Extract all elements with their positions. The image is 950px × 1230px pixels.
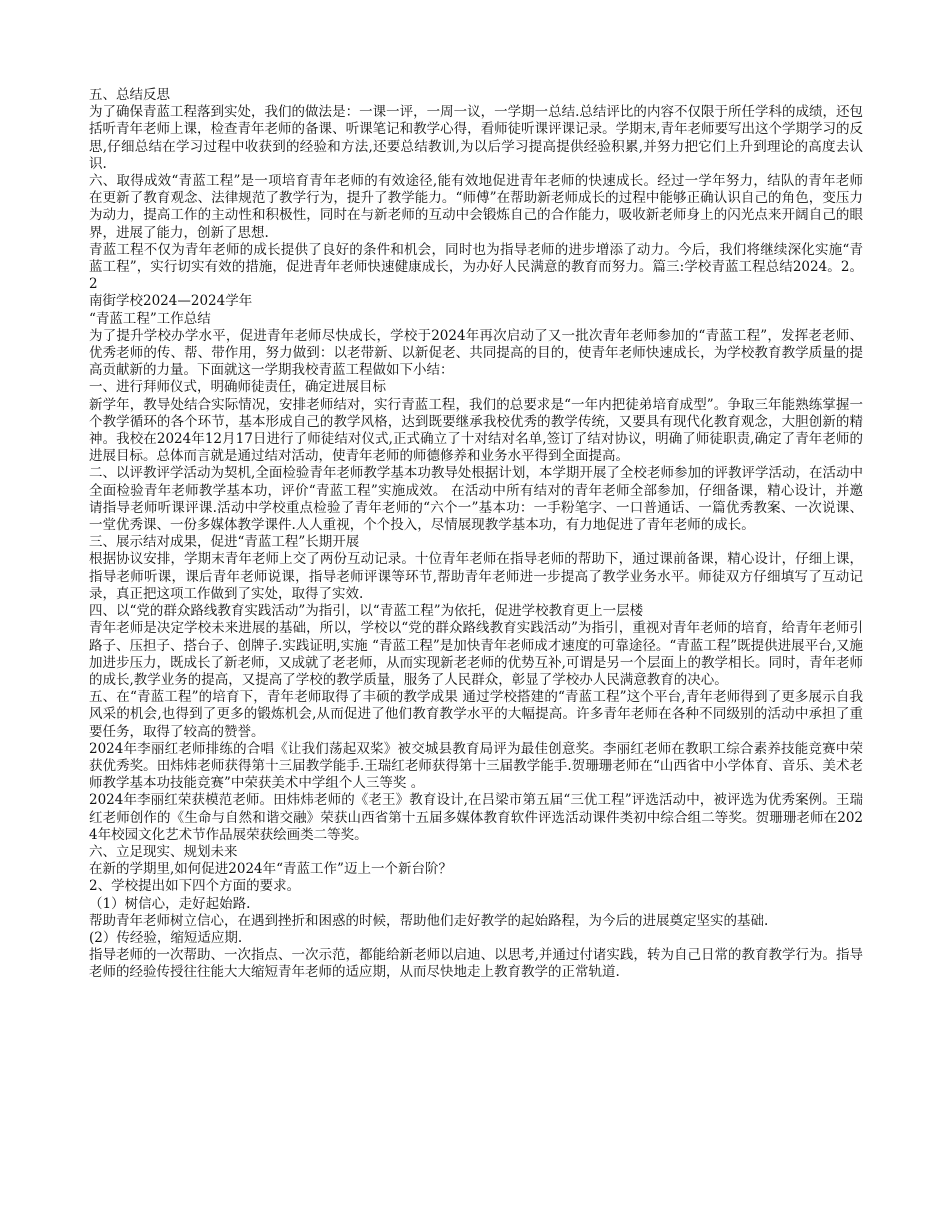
list-item-heading: (2）传经验，缩短适应期. [89,929,243,946]
section-heading-summary: 五、总结反思 [89,87,170,103]
paragraph: 五、在“青蓝工程”的培育下，青年老师取得了丰硕的教学成果 通过学校搭建的“青蓝工程”这个平台,青年老师得到了更多展示自我风采的机会,也得到了更多的锻炼机会,从而促进了他们教育教学水平的大幅提高。许多青年老师在各种不同级别的活动中承担了重要任务，取得了较高的赞誉。 [89,689,863,740]
paragraph: 2024年李丽红老师排练的合唱《让我们荡起双桨》被交城县教育局评为最佳创意奖。李丽红老师在教职工综合素养技能竞赛中荣获优秀奖。田炜炜老师获得第十三届教学能手.王瑞红老师获得第十三届教学能手.贺珊珊老师在“山西省中小学体育、音乐、美术老师教学基本功技能竞赛”中荣获美术中学组个人三等奖 。 [89,740,863,792]
paragraph: 六、取得成效“青蓝工程”是一项培育青年老师的有效途径,能有效地促进青年老师的快速成长。经过一学年努力，结队的青年老师在更新了教育观念、法律规范了教学行为，提升了教学能力。“师傅”在帮助新老师成长的过程中能够正确认识自己的角色，变压力为动力，提高工作的主动性和积极性，同时在与新老师的互动中会锻炼自己的合作能力，吸收新老师身上的闪光点来开阔自己的眼界，进展了能力，创新了思想. [89,173,863,241]
paragraph: 新学年，教导处结合实际情况，安排老师结对，实行青蓝工程，我们的总要求是“一年内把徒弟培育成型”。争取三年能熟练掌握一个教学循环的各个环节，基本形成自己的教学风格，达到既要继承我校优秀的教学传统，又要具有现代化教育观念，大胆创新的精神。我校在2024年12月17日进行了师徒结对仪式,正式确立了十对结对名单,签订了结对协议，明确了师徒职责,确定了青年老师的进展目标。总体而言就是通过结对活动，使青年老师的师德修养和业务水平得到全面提高。 [89,396,863,465]
paragraph: 二、以评教评学活动为契机,全面检验青年老师教学基本功教导处根据计划，本学期开展了全校老师参加的评教评学活动，在活动中全面检验青年老师教学基本功，评价“青蓝工程”实施成效。 在活动中所有结对的青年老师全部参加，仔细备课，精心设计，并邀请指导老师听课评课.活动中学校重点检验了青年老师的“六个一”基本功：一手粉笔字、一口普通话、一篇优秀教案、一次说课、一堂优秀课、一份多媒体教学课件.人人重视，个个投入，尽情展现教学基本功，有力地促进了青年老师的成长。 [89,465,863,534]
paragraph: 为了提升学校办学水平，促进青年老师尽快成长，学校于2024年再次启动了又一批次青年老师参加的“青蓝工程”，发挥老老师、优秀老师的传、帮、带作用，努力做到：以老带新、以新促老、共同提高的目的，使青年老师快速成长，为学校教育教学质量的提高贡献新的力量。下面就这一学期我校青蓝工程做如下小结： [89,327,863,379]
section-heading: 三、展示结对成果，促进“青蓝工程”长期开展 [89,534,360,551]
paragraph: 青年老师是决定学校未来进展的基础，所以，学校以“党的群众路线教育实践活动”为指引，重视对青年老师的培育，给青年老师引路子、压担子、搭台子、创牌子.实践证明,实施 “青蓝工程”是加快青年老师成才速度的可靠途径。“青蓝工程”既提供进展平台,又施加进步压力，既成长了新老师，又成就了老老师，从而实现新老老师的优势互补,可谓是另一个层面上的教学相长。同时，青年老师的成长,教学业务的提高，又提高了学校的教学质量，服务了人民群众，彰显了学校办人民满意教育的决心。 [89,620,863,688]
paragraph: 根据协议安排，学期末青年老师上交了两份互动记录。十位青年老师在指导老师的帮助下，通过课前备课，精心设计，仔细上课，指导老师听课，课后青年老师说课，指导老师评课等环节,帮助青年老师进一步提高了教学业务水平。师徒双方仔细填写了互动记录，真正把这项工作做到了实处，取得了实效. [89,551,863,602]
section-heading: 一、进行拜师仪式，明确师徒责任，确定进展目标 [89,379,386,396]
list-item-heading: （1）树信心，走好起始路. [89,895,251,912]
paragraph: 2024年李丽红荣获模范老师。田炜炜老师的《老王》教育设计,在吕梁市第五届“三优工程”评选活动中，被评选为优秀案例。王瑞红老师创作的《生命与自然和谐交融》荣获山西省第十五届多媒体教育软件评选活动课件类初中综合组二等奖。贺珊珊老师在2024年校园文化艺术节作品展荣获绘画类二等奖。 [89,792,863,843]
paragraph: 指导老师的一次帮助、一次指点、一次示范，都能给新老师以启迪、以思考,并通过付诸实践，转为自己日常的教育教学行为。指导老师的经验传授往往能大大缩短青年老师的适应期，从而尽快地走上教育教学的正常轨道. [89,947,863,981]
paragraph: 为了确保青蓝工程落到实处，我们的做法是：一课一评，一周一议，一学期一总结.总结评比的内容不仅限于所任学科的成绩，还包括听青年老师上课，检查青年老师的备课、听课笔记和教学心得，看师徒听课评课记录。学期末,青年老师要写出这个学期学习的反思,仔细总结在学习过程中收获到的经验和方法,还要总结教训,为以后学习提高提供经验积累,并努力把它们上升到理论的高度去认识. [89,104,863,172]
section-heading: 六、立足现实、规划未来 [89,843,238,860]
school-year-line: 南街学校2024—2024学年 [89,293,253,310]
paragraph: 在新的学期里,如何促进2024年“青蓝工作”迈上一个新台阶？ [89,861,452,878]
paragraph: 帮助青年老师树立信心，在遇到挫折和困惑的时候，帮助他们走好教学的起始路程，为今后的进展奠定坚实的基础. [89,912,769,929]
document-body [89,87,863,982]
document-title: “青蓝工程”工作总结 [89,310,211,327]
section-heading: 四、以“党的群众路线教育实践活动”为指引，以“青蓝工程”为依托，促进学校教育更上一层楼 [89,603,644,620]
paragraph: 青蓝工程不仅为青年老师的成长提供了良好的条件和机会，同时也为指导老师的进步增添了动力。今后，我们将继续深化实施“青蓝工程”，实行切实有效的措施，促进青年老师快速健康成长，为办好人民满意的教育而努力。篇三:学校青蓝工程总结2024。2。2 [89,241,863,293]
paragraph: 2、学校提出如下四个方面的要求。 [89,878,301,895]
